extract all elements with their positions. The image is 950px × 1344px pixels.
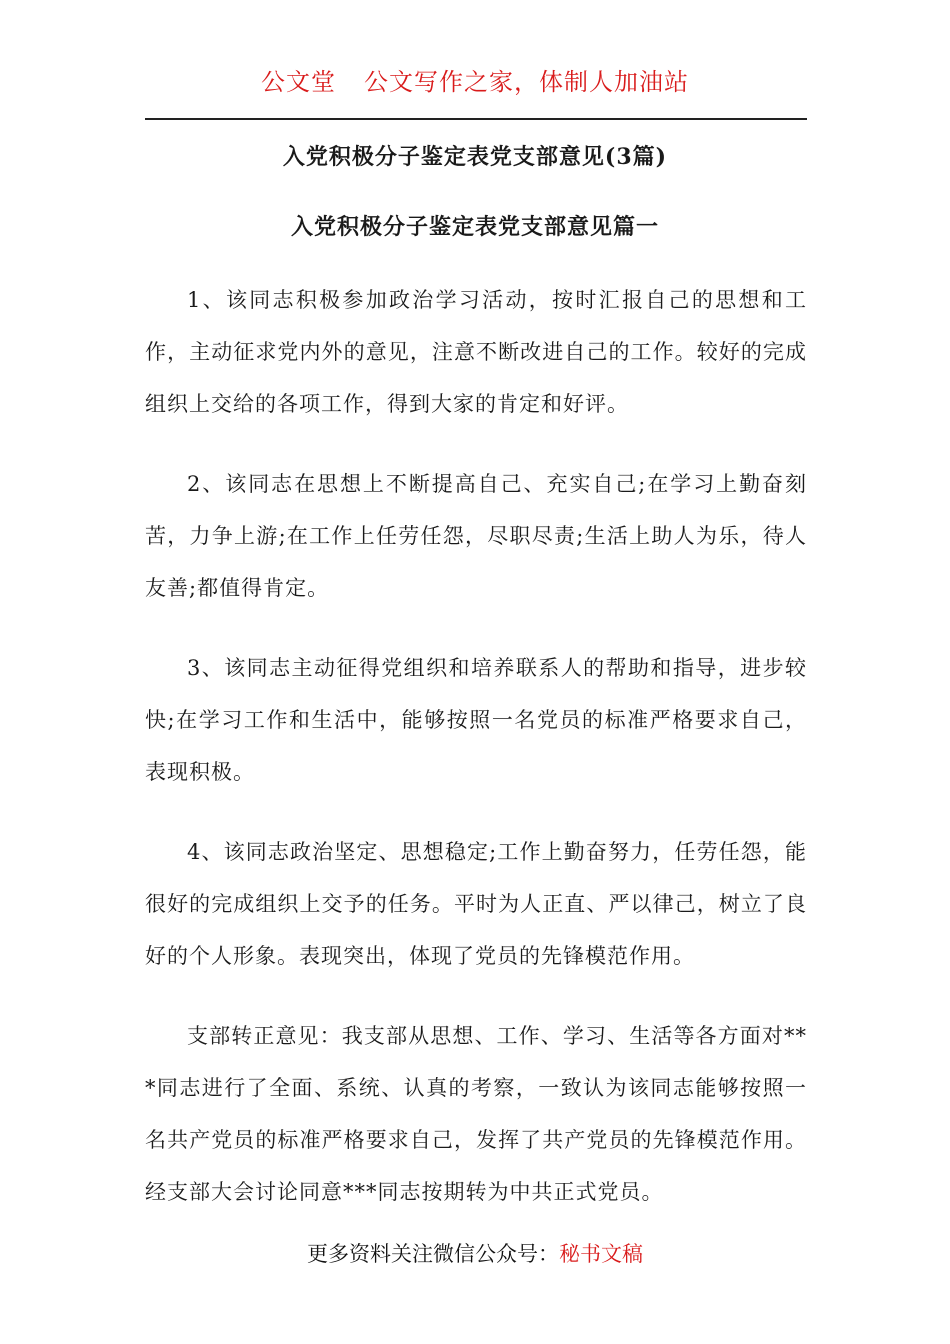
paragraph-1: 1、该同志积极参加政治学习活动，按时汇报自己的思想和工作，主动征求党内外的意见，注意不断改进自己的工作。较好的完成组织上交给的各项工作，得到大家的肯定和好评。 (145, 288, 807, 416)
footer-prefix: 更多资料关注微信公众号： (307, 1242, 559, 1266)
paragraph-4: 4、该同志政治坚定、思想稳定;工作上勤奋努力，任劳任怨，能很好的完成组织上交予的任务。平时为人正直、严以律己，树立了良好的个人形象。表现突出，体现了党员的先锋模范作用。 (145, 840, 807, 968)
document-body (145, 274, 807, 1246)
header-brand: 公文堂 (261, 68, 336, 96)
document-title: 入党积极分子鉴定表党支部意见(3篇) (282, 144, 668, 170)
paragraph-3: 3、该同志主动征得党组织和培养联系人的帮助和指导，进步较快;在学习工作和生活中，能够按照一名党员的标准严格要求自己，表现积极。 (145, 656, 807, 784)
paragraph-branch-opinion: 支部转正意见：我支部从思想、工作、学习、生活等各方面对***同志进行了全面、系统、认真的考察，一致认为该同志能够按照一名共产党员的标准严格要求自己，发挥了共产党员的先锋模范作用。经支部大会讨论同意***同志按期转为中共正式党员。 (145, 1024, 807, 1204)
paragraph-2: 2、该同志在思想上不断提高自己、充实自己;在学习上勤奋刻苦，力争上游;在工作上任劳任怨，尽职尽责;生活上助人为乐，待人友善;都值得肯定。 (145, 472, 807, 600)
section-title: 入党积极分子鉴定表党支部意见篇一 (290, 214, 659, 240)
header-divider (145, 118, 807, 120)
footer-account: 秘书文稿 (559, 1242, 643, 1266)
header-slogan: 公文写作之家，体制人加油站 (364, 68, 689, 96)
page-header (0, 62, 950, 97)
page-footer (0, 1238, 950, 1268)
